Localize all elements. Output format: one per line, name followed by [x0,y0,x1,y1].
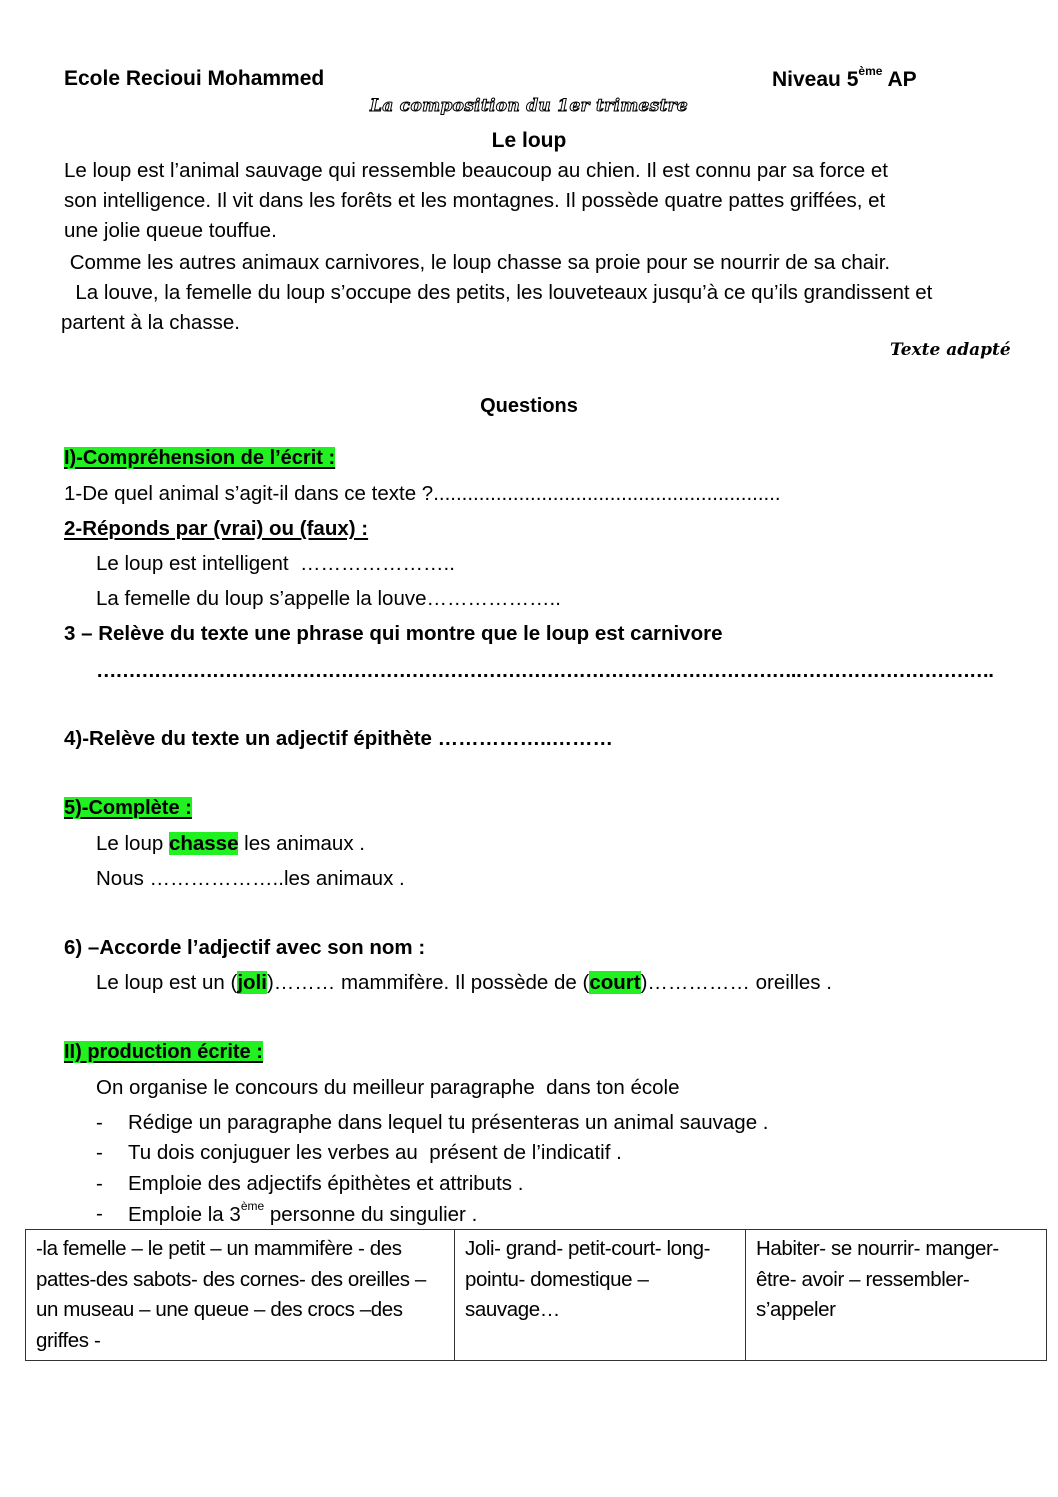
bullet-marker: - [96,1172,103,1195]
example-text: les animaux . [238,832,365,855]
question-5-example [96,832,365,856]
level-suffix: AP [882,68,917,91]
level-prefix: Niveau 5 [772,68,859,91]
highlighted-adjective: joli [237,971,267,994]
instruction-text: personne du singulier . [264,1202,478,1226]
section2-intro: On organise le concours du meilleur paragraphe dans ton école [96,1076,680,1099]
instruction-sup: ème [240,1199,265,1213]
questions-heading: Questions [480,395,578,417]
question-2-item: La femelle du loup s’appelle la louve……………….. [96,587,561,610]
verbs-cell: Habiter- se nourrir- manger- être- avoir – ressembler- s’appeler [746,1230,1047,1361]
bullet-marker: - [96,1141,103,1164]
question-1: 1-De quel animal s’agit-il dans ce texte ?............................................................. [64,482,781,505]
section1-title: I)-Compréhension de l’écrit : [64,447,336,469]
section2-title: II) production écrite : [64,1041,263,1063]
instruction-item: Emploie des adjectifs épithètes et attributs . [128,1172,524,1195]
highlighted-adjective: court [589,971,641,994]
text-line: son intelligence. Il vit dans les forêts et les montagnes. Il possède quatre pattes griffées, et [64,189,886,212]
question-3-title: 3 – Relève du texte une phrase qui montre que le loup est carnivore [64,622,723,645]
question-3-answer-line[interactable]: ……………………………………………………………………………………………….…………………………. [96,659,993,682]
section1-heading [64,447,335,470]
text-line: une jolie queue touffue. [64,219,277,242]
adjectives-cell: Joli- grand- petit-court- long- pointu- domestique – sauvage… [455,1230,746,1361]
text-title: Le loup [491,129,567,152]
instruction-item [128,1199,478,1227]
exercise-text: Le loup est un ( [96,971,238,994]
question-6-exercise [96,971,832,995]
text-line: partent à la chasse. [61,311,240,334]
exercise-text: )……… mammifère. Il possède de ( [266,971,590,994]
exercise-text: )…………… oreilles . [640,971,832,994]
text-source: Texte adapté [890,340,1011,360]
bullet-marker: - [96,1111,103,1134]
question-2-title: 2-Réponds par (vrai) ou (faux) : [64,517,369,540]
section2-heading [64,1041,263,1064]
question-5-heading [64,797,192,820]
instruction-item: Rédige un paragraphe dans lequel tu présenteras un animal sauvage . [128,1111,769,1134]
school-name: Ecole Recioui Mohammed [64,67,325,90]
level-label [772,64,917,92]
word-bank-table [25,1229,1047,1361]
text-line: Le loup est l’animal sauvage qui ressemble beaucoup au chien. Il est connu par sa force et [64,159,888,182]
table-row [26,1230,1047,1361]
example-text: Le loup [96,832,169,855]
text-line: Comme les autres animaux carnivores, le loup chasse sa proie pour se nourrir de sa chair. [64,251,891,274]
question-5-exercise: Nous ………………..les animaux . [96,867,405,890]
instruction-text: Emploie la 3 [128,1202,241,1226]
bullet-marker: - [96,1202,103,1225]
highlighted-verb: chasse [168,832,239,855]
question-6-title: 6) –Accorde l’adjectif avec son nom : [64,936,426,959]
question-5-title: 5)-Complète : [64,797,192,819]
nouns-cell: -la femelle – le petit – un mammifère - des pattes-des sabots- des cornes- des oreilles –un museau – une queue – des crocs –des griffes - [26,1230,455,1361]
level-sup: ème [858,64,883,78]
text-line: La louve, la femelle du loup s’occupe des petits, les louveteaux jusqu’à ce qu’ils grandissent et [64,281,933,304]
exam-subtitle: La composition du 1er trimestre [370,96,688,116]
instruction-item: Tu dois conjuguer les verbes au présent de l’indicatif . [128,1141,622,1164]
question-4: 4)-Relève du texte un adjectif épithète ……………..……… [64,727,614,750]
question-2-item: Le loup est intelligent ………………….. [96,552,455,575]
